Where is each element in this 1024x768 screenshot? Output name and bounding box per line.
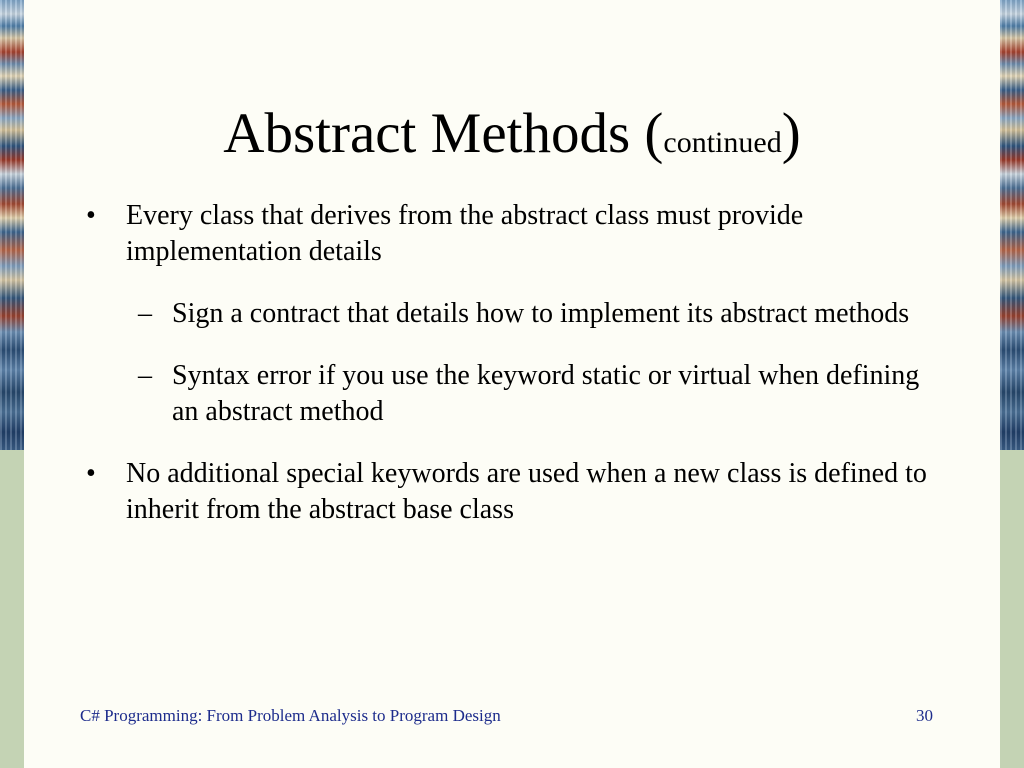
left-decorative-image — [0, 0, 24, 450]
title-main: Abstract Methods ( — [223, 102, 664, 165]
bullet-text: No additional special keywords are used when a new class is defined to inherit from the abstract base class — [126, 458, 927, 525]
bullet-item — [86, 198, 936, 270]
bullet-marker: • — [86, 200, 96, 231]
right-decorative-image — [1000, 0, 1024, 450]
sub-bullet-marker: – — [138, 360, 152, 391]
bullet-list — [86, 198, 936, 528]
sub-bullet-item — [86, 296, 936, 332]
bullet-item — [86, 456, 936, 528]
sub-bullet-item — [86, 358, 936, 430]
title-close: ) — [781, 102, 801, 165]
sub-bullet-text: Syntax error if you use the keyword static or virtual when defining an abstract method — [172, 360, 920, 427]
sub-bullet-text: Sign a contract that details how to implement its abstract methods — [172, 298, 910, 329]
slide-title — [24, 98, 1000, 179]
page-number: 30 — [916, 706, 933, 725]
footer-course-title: C# Programming: From Problem Analysis to Program Design — [80, 706, 501, 725]
bullet-marker: • — [86, 458, 96, 489]
title-continued: continued — [663, 126, 782, 159]
sub-bullet-marker: – — [138, 298, 152, 329]
slide-content — [24, 0, 1000, 768]
bullet-text: Every class that derives from the abstract class must provide implementation details — [126, 200, 804, 267]
